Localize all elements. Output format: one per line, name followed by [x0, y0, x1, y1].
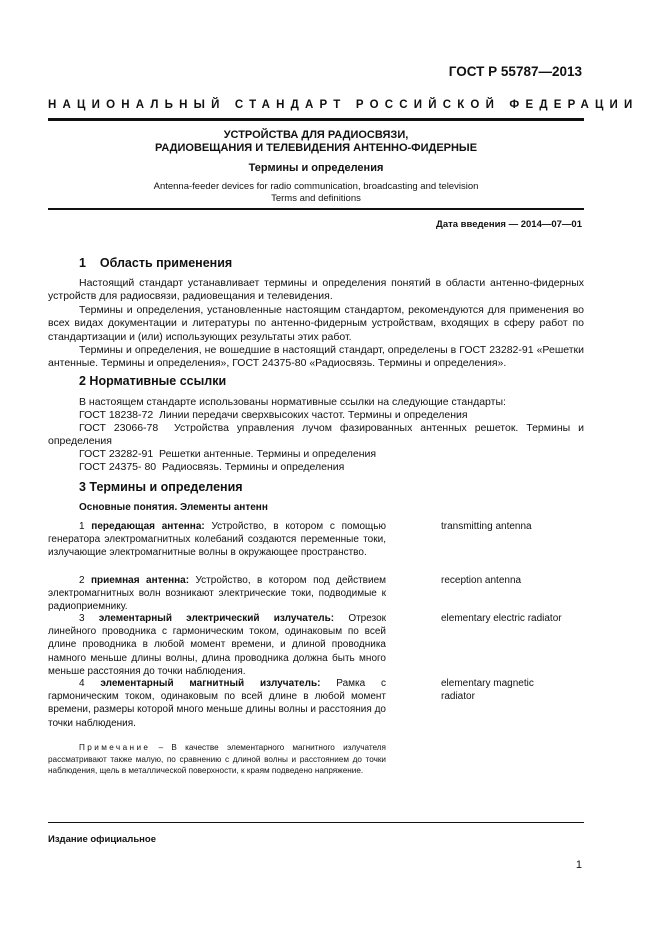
page-number: 1	[575, 859, 582, 871]
reference-item: ГОСТ 18238-72 Линии передачи сверхвысоких частот. Термины и определения	[79, 409, 468, 421]
term-number: 4	[79, 678, 85, 689]
reference-item: ГОСТ 23282-91 Решетки антенные. Термины и определения	[79, 448, 377, 460]
term-name: элементарный электрический излучатель:	[98, 613, 335, 624]
note-label: Примечание	[79, 743, 151, 752]
section-1-paragraph: Настоящий стандарт устанавливает термины и определения понятий в области антенно-фидерных устройств для радиосвязи, радиовещания и телевидения.	[48, 277, 584, 303]
term-definition: Рамка с гармоническим током, одинаковым по всей длине в любой момент времени, размеры которой много меньше длины волны и расстояния до точки наблюдения.	[48, 678, 386, 729]
intro-date: Дата введения — 2014—07—01	[436, 219, 582, 230]
title-rule	[48, 208, 584, 210]
edition-label: Издание официальное	[48, 834, 156, 845]
title-line-2: РАДИОВЕЩАНИЯ И ТЕЛЕВИДЕНИЯ АНТЕННО-ФИДЕРНЫЕ	[154, 142, 478, 154]
term-definition: Устройство, в котором с помощью генератора электромагнитных колебаний создаются переменные токи, излучающие электромагнитные волны в окружающее пространство.	[48, 521, 386, 559]
normative-references	[48, 396, 587, 474]
national-standard-banner: НАЦИОНАЛЬНЫЙ СТАНДАРТ РОССИЙСКОЙ ФЕДЕРАЦИИ	[48, 99, 639, 111]
title-line-1: УСТРОЙСТВА ДЛЯ РАДИОСВЯЗИ,	[223, 129, 409, 141]
document-subtitle: Термины и определения	[248, 162, 384, 174]
term-english-2: reception antenna	[441, 575, 522, 586]
section-1-paragraph: Термины и определения, не вошедшие в настоящий стандарт, определены в ГОСТ 23282-91 «Решетки антенные. Термины и определения», ГОСТ 24375-80 «Радиосвязь. Термины и определения».	[48, 344, 584, 370]
section-3-heading: 3 Термины и определения	[79, 480, 243, 494]
term-name: элементарный магнитный излучатель:	[100, 678, 321, 689]
term-english-4: elementary magnetic radiator	[441, 678, 534, 703]
term-name: приемная антенна:	[91, 575, 190, 586]
term-number: 3	[79, 613, 85, 624]
terms-subheading: Основные понятия. Элементы антенн	[79, 502, 268, 513]
english-title	[48, 181, 584, 205]
document-title	[48, 129, 584, 155]
term-entry-1	[48, 520, 386, 560]
references-intro: В настоящем стандарте использованы нормативные ссылки на следующие стандарты:	[79, 396, 506, 408]
reference-item: ГОСТ 23066-78 Устройства управления лучом фазированных антенных решеток. Термины и определения	[48, 422, 587, 447]
top-rule	[48, 118, 584, 121]
term-english-3: elementary electric radiator	[441, 613, 562, 624]
term-number: 2	[79, 575, 85, 586]
term-entry-4	[48, 677, 386, 730]
term-name: передающая антенна:	[91, 521, 205, 532]
term-entry-3	[48, 612, 386, 678]
note	[48, 742, 386, 777]
section-1-body	[48, 277, 584, 371]
section-1-heading: 1 Область применения	[79, 256, 233, 270]
english-title-line-1: Antenna-feeder devices for radio communication, broadcasting and television	[153, 181, 479, 192]
english-title-line-2: Terms and definitions	[271, 193, 361, 204]
section-2-heading: 2 Нормативные ссылки	[79, 374, 227, 388]
term-definition: Отрезок линейного проводника с гармоническим током, одинаковым по всей длине проводника в любой момент времени, и длиной проводника намного меньше длины волны, длина проводника должна быть много меньше расстояния до точки наблюдения.	[48, 613, 386, 677]
section-1-paragraph: Термины и определения, установленные настоящим стандартом, рекомендуются для применения во всех видах документации и литературы по антенно-фидерным устройствам, входящих в сферу работ по стандартизации и (или) использующих результаты этих работ.	[48, 303, 584, 343]
gost-code: ГОСТ Р 55787—2013	[448, 64, 582, 79]
footer-rule	[48, 822, 584, 823]
note-text: – В качестве элементарного магнитного излучателя рассматривают также малую, по сравнению с длиной волны и расстоянием до точки наблюдения, щель в металлической поверхности, к краям подведено напряжение.	[48, 743, 386, 775]
term-english-1: transmitting antenna	[441, 521, 532, 532]
term-entry-2	[48, 574, 386, 614]
term-definition: Устройство, в котором под действием электромагнитных волн возникают электрические токи, подводимые к радиоприемнику.	[48, 575, 387, 613]
reference-item: ГОСТ 24375- 80 Радиосвязь. Термины и определения	[79, 461, 345, 473]
term-number: 1	[79, 521, 85, 532]
